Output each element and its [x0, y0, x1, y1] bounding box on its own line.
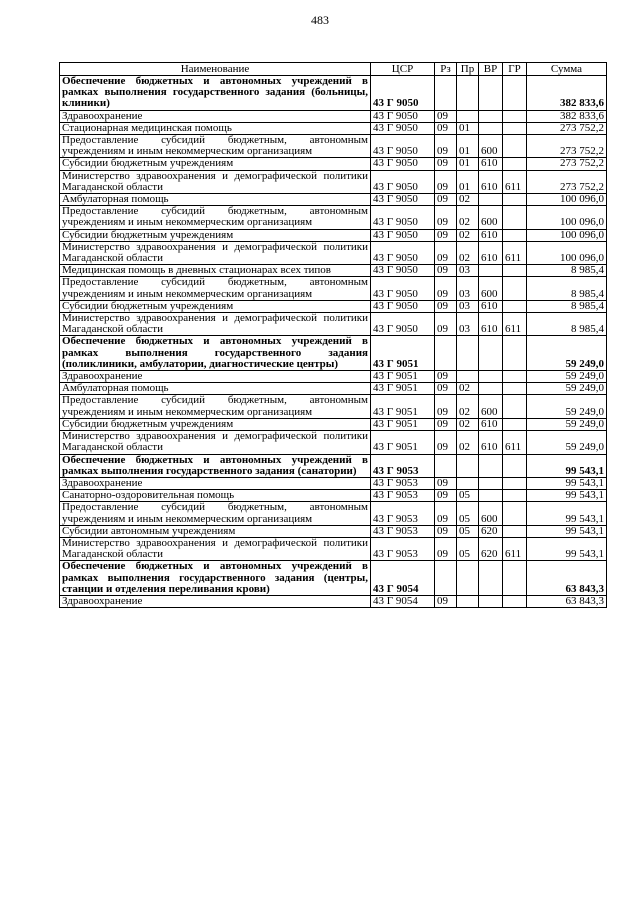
table-row [60, 135, 607, 158]
cell-gr [503, 395, 527, 418]
cell-pr: 03 [457, 300, 479, 312]
table-row [60, 502, 607, 525]
cell-rz: 09 [435, 194, 457, 206]
cell-gr [503, 595, 527, 607]
cell-vr: 620 [479, 525, 503, 537]
cell-rz: 09 [435, 170, 457, 193]
cell-gr [503, 525, 527, 537]
cell-pr: 02 [457, 206, 479, 229]
cell-pr: 01 [457, 158, 479, 170]
cell-sum: 99 543,1 [527, 537, 607, 560]
cell-name: Обеспечение бюджетных и автономных учреждений в рамках выполнения государственного задания (центры, станции и отделения переливания крови) [60, 561, 371, 596]
cell-gr: 611 [503, 537, 527, 560]
cell-rz: 09 [435, 395, 457, 418]
cell-name: Медицинская помощь в дневных стационарах всех типов [60, 265, 371, 277]
cell-sum: 100 096,0 [527, 229, 607, 241]
cell-pr: 05 [457, 537, 479, 560]
cell-csr: 43 Г 9050 [371, 300, 435, 312]
cell-name: Предоставление субсидий бюджетным, автономным учреждениям и иным некоммерческим организациям [60, 206, 371, 229]
cell-rz: 09 [435, 537, 457, 560]
cell-gr [503, 76, 527, 111]
cell-vr [479, 477, 503, 489]
table-row [60, 110, 607, 122]
cell-gr [503, 300, 527, 312]
cell-name: Министерство здравоохранения и демографической политики Магаданской области [60, 431, 371, 454]
cell-gr [503, 135, 527, 158]
table-row [60, 454, 607, 477]
cell-name: Санаторно-оздоровительная помощь [60, 490, 371, 502]
cell-sum: 59 249,0 [527, 371, 607, 383]
cell-vr [479, 265, 503, 277]
cell-rz [435, 561, 457, 596]
cell-csr: 43 Г 9050 [371, 135, 435, 158]
cell-vr [479, 490, 503, 502]
cell-sum: 382 833,6 [527, 76, 607, 111]
cell-csr: 43 Г 9050 [371, 122, 435, 134]
table-row [60, 206, 607, 229]
cell-vr [479, 561, 503, 596]
cell-sum: 59 249,0 [527, 418, 607, 430]
cell-sum: 99 543,1 [527, 525, 607, 537]
header-vr: ВР [479, 63, 503, 76]
cell-csr: 43 Г 9050 [371, 158, 435, 170]
cell-name: Предоставление субсидий бюджетным, автономным учреждениям и иным некоммерческим организациям [60, 395, 371, 418]
cell-sum: 99 543,1 [527, 502, 607, 525]
cell-gr [503, 194, 527, 206]
cell-name: Субсидии бюджетным учреждениям [60, 158, 371, 170]
table-row [60, 595, 607, 607]
cell-name: Амбулаторная помощь [60, 383, 371, 395]
cell-gr [503, 158, 527, 170]
cell-rz: 09 [435, 477, 457, 489]
cell-pr [457, 454, 479, 477]
cell-pr [457, 477, 479, 489]
cell-vr: 610 [479, 170, 503, 193]
cell-pr [457, 110, 479, 122]
cell-vr: 610 [479, 158, 503, 170]
table-row [60, 431, 607, 454]
header-pr: Пр [457, 63, 479, 76]
cell-csr: 43 Г 9050 [371, 76, 435, 111]
cell-vr [479, 595, 503, 607]
cell-sum: 99 543,1 [527, 454, 607, 477]
table-row [60, 76, 607, 111]
cell-name: Предоставление субсидий бюджетным, автономным учреждениям и иным некоммерческим организациям [60, 277, 371, 300]
cell-rz: 09 [435, 158, 457, 170]
page-number: 483 [311, 13, 329, 27]
cell-csr: 43 Г 9050 [371, 110, 435, 122]
cell-name: Амбулаторная помощь [60, 194, 371, 206]
cell-rz: 09 [435, 110, 457, 122]
cell-pr: 02 [457, 241, 479, 264]
cell-sum: 59 249,0 [527, 431, 607, 454]
cell-sum: 59 249,0 [527, 383, 607, 395]
cell-gr: 611 [503, 313, 527, 336]
cell-vr: 610 [479, 241, 503, 264]
cell-csr: 43 Г 9053 [371, 477, 435, 489]
cell-csr: 43 Г 9054 [371, 595, 435, 607]
cell-csr: 43 Г 9051 [371, 395, 435, 418]
table-row [60, 170, 607, 193]
cell-vr [479, 110, 503, 122]
table-row [60, 158, 607, 170]
cell-rz: 09 [435, 595, 457, 607]
cell-name: Предоставление субсидий бюджетным, автономным учреждениям и иным некоммерческим организациям [60, 135, 371, 158]
cell-rz: 09 [435, 313, 457, 336]
cell-pr [457, 371, 479, 383]
cell-name: Здравоохранение [60, 371, 371, 383]
cell-sum: 273 752,2 [527, 158, 607, 170]
cell-rz: 09 [435, 135, 457, 158]
cell-sum: 59 249,0 [527, 336, 607, 371]
cell-name: Обеспечение бюджетных и автономных учреждений в рамках выполнения государственного задания (поликлиники, амбулатории, диагностические центры) [60, 336, 371, 371]
cell-pr: 05 [457, 490, 479, 502]
cell-vr: 600 [479, 395, 503, 418]
table-row [60, 300, 607, 312]
cell-vr [479, 122, 503, 134]
budget-table [59, 62, 607, 608]
header-sum: Сумма [527, 63, 607, 76]
cell-csr: 43 Г 9050 [371, 277, 435, 300]
table-row [60, 265, 607, 277]
cell-pr: 05 [457, 525, 479, 537]
cell-gr [503, 229, 527, 241]
cell-name: Здравоохранение [60, 110, 371, 122]
cell-sum: 99 543,1 [527, 477, 607, 489]
cell-vr: 600 [479, 206, 503, 229]
cell-pr [457, 76, 479, 111]
cell-sum: 273 752,2 [527, 135, 607, 158]
cell-name: Предоставление субсидий бюджетным, автономным учреждениям и иным некоммерческим организациям [60, 502, 371, 525]
cell-name: Обеспечение бюджетных и автономных учреждений в рамках выполнения государственного задания (санатории) [60, 454, 371, 477]
cell-sum: 273 752,2 [527, 170, 607, 193]
cell-pr: 02 [457, 383, 479, 395]
cell-vr [479, 383, 503, 395]
cell-rz: 09 [435, 371, 457, 383]
cell-pr: 02 [457, 395, 479, 418]
cell-sum: 100 096,0 [527, 206, 607, 229]
table-body [60, 76, 607, 608]
cell-name: Субсидии бюджетным учреждениям [60, 229, 371, 241]
cell-rz: 09 [435, 206, 457, 229]
cell-rz: 09 [435, 122, 457, 134]
cell-sum: 100 096,0 [527, 241, 607, 264]
cell-sum: 8 985,4 [527, 300, 607, 312]
cell-gr [503, 561, 527, 596]
table-row [60, 336, 607, 371]
cell-csr: 43 Г 9051 [371, 383, 435, 395]
cell-name: Здравоохранение [60, 477, 371, 489]
header-name: Наименование [60, 63, 371, 76]
cell-pr: 03 [457, 277, 479, 300]
cell-rz: 09 [435, 418, 457, 430]
cell-pr: 02 [457, 418, 479, 430]
table-row [60, 561, 607, 596]
header-rz: Рз [435, 63, 457, 76]
cell-vr: 610 [479, 300, 503, 312]
cell-rz [435, 454, 457, 477]
cell-name: Здравоохранение [60, 595, 371, 607]
table-row [60, 525, 607, 537]
table-row [60, 395, 607, 418]
cell-rz [435, 76, 457, 111]
cell-rz: 09 [435, 490, 457, 502]
table-row [60, 537, 607, 560]
cell-vr: 610 [479, 229, 503, 241]
cell-rz: 09 [435, 241, 457, 264]
table-row [60, 241, 607, 264]
cell-name: Обеспечение бюджетных и автономных учреждений в рамках выполнения государственного задания (больницы, клиники) [60, 76, 371, 111]
cell-pr: 02 [457, 194, 479, 206]
cell-pr: 03 [457, 313, 479, 336]
cell-vr [479, 194, 503, 206]
cell-gr: 611 [503, 170, 527, 193]
cell-rz: 09 [435, 265, 457, 277]
cell-rz: 09 [435, 300, 457, 312]
cell-csr: 43 Г 9050 [371, 313, 435, 336]
cell-pr: 01 [457, 135, 479, 158]
cell-gr [503, 265, 527, 277]
cell-vr: 610 [479, 313, 503, 336]
cell-gr [503, 110, 527, 122]
cell-pr: 05 [457, 502, 479, 525]
cell-csr: 43 Г 9050 [371, 241, 435, 264]
cell-rz: 09 [435, 525, 457, 537]
cell-pr: 03 [457, 265, 479, 277]
table-row [60, 477, 607, 489]
cell-gr [503, 418, 527, 430]
cell-csr: 43 Г 9053 [371, 454, 435, 477]
table-header-row [60, 63, 607, 76]
cell-csr: 43 Г 9053 [371, 502, 435, 525]
cell-csr: 43 Г 9050 [371, 206, 435, 229]
cell-csr: 43 Г 9051 [371, 336, 435, 371]
cell-gr [503, 336, 527, 371]
cell-vr: 600 [479, 502, 503, 525]
cell-pr: 01 [457, 122, 479, 134]
cell-gr [503, 383, 527, 395]
cell-gr [503, 206, 527, 229]
cell-gr [503, 454, 527, 477]
table-row [60, 490, 607, 502]
cell-vr: 620 [479, 537, 503, 560]
cell-sum: 59 249,0 [527, 395, 607, 418]
cell-gr [503, 502, 527, 525]
cell-vr: 600 [479, 277, 503, 300]
cell-csr: 43 Г 9053 [371, 525, 435, 537]
cell-rz: 09 [435, 383, 457, 395]
cell-gr: 611 [503, 431, 527, 454]
cell-name: Стационарная медицинская помощь [60, 122, 371, 134]
cell-csr: 43 Г 9051 [371, 431, 435, 454]
cell-rz: 09 [435, 229, 457, 241]
cell-name: Министерство здравоохранения и демографической политики Магаданской области [60, 537, 371, 560]
cell-sum: 63 843,3 [527, 595, 607, 607]
cell-vr [479, 76, 503, 111]
cell-gr [503, 277, 527, 300]
cell-pr: 02 [457, 229, 479, 241]
cell-name: Субсидии автономным учреждениям [60, 525, 371, 537]
table-row [60, 122, 607, 134]
cell-vr [479, 454, 503, 477]
table-row [60, 418, 607, 430]
cell-name: Субсидии бюджетным учреждениям [60, 418, 371, 430]
table-row [60, 277, 607, 300]
header-csr: ЦСР [371, 63, 435, 76]
cell-sum: 382 833,6 [527, 110, 607, 122]
cell-rz: 09 [435, 277, 457, 300]
cell-name: Министерство здравоохранения и демографической политики Магаданской области [60, 313, 371, 336]
cell-csr: 43 Г 9050 [371, 170, 435, 193]
cell-csr: 43 Г 9054 [371, 561, 435, 596]
cell-vr [479, 336, 503, 371]
cell-pr [457, 336, 479, 371]
cell-vr: 610 [479, 418, 503, 430]
cell-gr: 611 [503, 241, 527, 264]
cell-vr: 610 [479, 431, 503, 454]
cell-sum: 100 096,0 [527, 194, 607, 206]
cell-csr: 43 Г 9050 [371, 265, 435, 277]
table-row [60, 194, 607, 206]
cell-name: Министерство здравоохранения и демографической политики Магаданской области [60, 241, 371, 264]
cell-pr [457, 595, 479, 607]
table-row [60, 371, 607, 383]
cell-gr [503, 477, 527, 489]
cell-sum: 273 752,2 [527, 122, 607, 134]
table-row [60, 383, 607, 395]
cell-csr: 43 Г 9051 [371, 418, 435, 430]
cell-csr: 43 Г 9050 [371, 194, 435, 206]
cell-sum: 8 985,4 [527, 265, 607, 277]
cell-name: Министерство здравоохранения и демографической политики Магаданской области [60, 170, 371, 193]
cell-pr [457, 561, 479, 596]
cell-gr [503, 122, 527, 134]
cell-csr: 43 Г 9053 [371, 490, 435, 502]
cell-csr: 43 Г 9051 [371, 371, 435, 383]
cell-rz: 09 [435, 431, 457, 454]
cell-vr: 600 [479, 135, 503, 158]
cell-csr: 43 Г 9050 [371, 229, 435, 241]
cell-sum: 8 985,4 [527, 313, 607, 336]
table-row [60, 229, 607, 241]
cell-gr [503, 490, 527, 502]
cell-name: Субсидии бюджетным учреждениям [60, 300, 371, 312]
header-gr: ГР [503, 63, 527, 76]
cell-sum: 63 843,3 [527, 561, 607, 596]
cell-rz: 09 [435, 502, 457, 525]
cell-sum: 99 543,1 [527, 490, 607, 502]
cell-gr [503, 371, 527, 383]
cell-pr: 02 [457, 431, 479, 454]
table-row [60, 313, 607, 336]
cell-sum: 8 985,4 [527, 277, 607, 300]
cell-vr [479, 371, 503, 383]
cell-csr: 43 Г 9053 [371, 537, 435, 560]
cell-rz [435, 336, 457, 371]
cell-pr: 01 [457, 170, 479, 193]
